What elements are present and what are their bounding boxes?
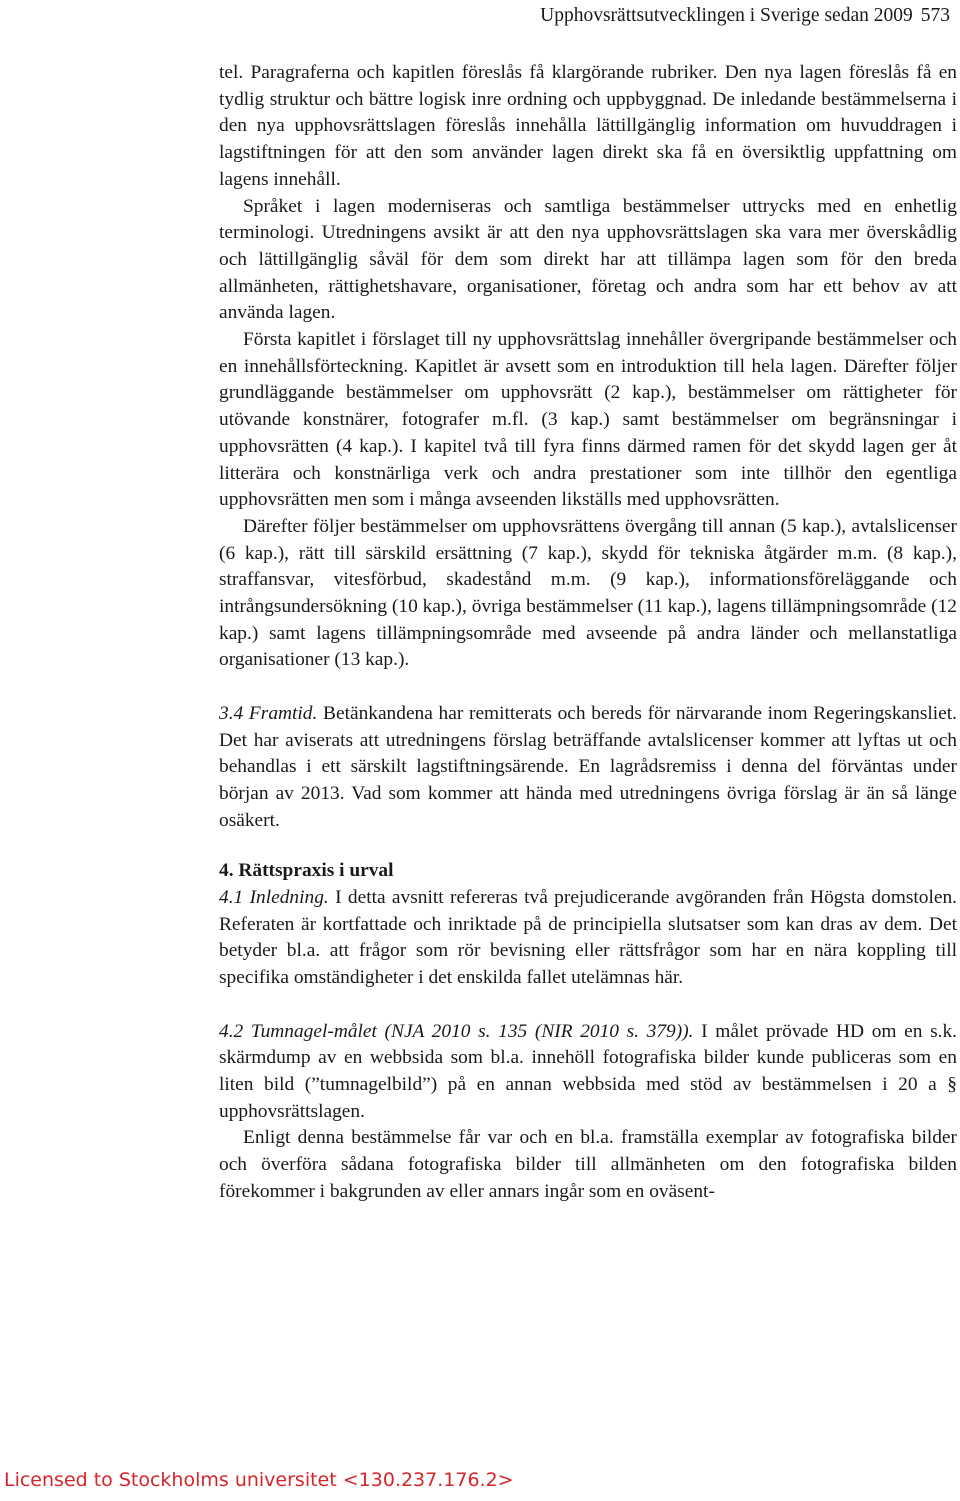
section-4-1-text: I detta avsnitt refereras två prejudicerande avgöranden från Högsta domstolen. Referaten är kortfattade och inriktade på de principiella slutsatser som kan dras av dem. Det betyder bl.a. att frågor som rör bevisning eller rättsfrågor som har en nära koppling till specifika omständigheter i det enskilda fallet utelämnas här. bbox=[219, 887, 957, 989]
section-4-heading: 4. Rättspraxis i urval bbox=[219, 860, 394, 882]
page-number: 573 bbox=[920, 5, 950, 26]
section-3-4-heading: 3.4 Framtid. bbox=[219, 702, 318, 724]
section-4-2-heading: 4.2 Tumnagel-målet (NJA 2010 s. 135 (NIR 2010 s. 379)). bbox=[219, 1020, 694, 1042]
paragraph: Språket i lagen moderniseras och samtliga bestämmelser uttrycks med en enhetlig terminologi. Utredningens avsikt är att den nya upphovsrättslagen ska vara mer överskådlig och lättillgänglig såväl för dem som direkt har att tillämpa lagen som för den breda allmänheten, rättighetshavare, organisationer, företag och andra som har ett behov av att använda lagen. bbox=[219, 195, 957, 324]
section-4-2-text: I målet prövade HD om en s.k. skärmdump av en webbsida som bl.a. innehöll fotografiska bilder kunde publiceras som en liten bild (”tumnagelbild”) på en annan webbsida med stöd av bestämmelsen i 20 a § upphovsrättslagen. bbox=[219, 1020, 958, 1122]
section-3-4 bbox=[219, 701, 957, 835]
running-title: Upphovsrättsutvecklingen i Sverige sedan 2009 bbox=[540, 5, 913, 26]
running-header bbox=[540, 4, 950, 28]
license-notice: Licensed to Stockholms universitet <130.237.176.2> bbox=[4, 1469, 514, 1491]
section-3-4-text: Betänkandena har remitterats och bereds för närvarande inom Regeringskansliet. Det har aviserats att utredningens förslag beträffande avtalslicenser kommer att lyftas ut och behandlas i ett särskilt lagstiftningsärende. En lagrådsremiss i denna del förväntas under början av 2013. Vad som kommer att hända med utredningens övriga förslag är än så länge osäkert. bbox=[219, 702, 958, 831]
paragraph: Enligt denna bestämmelse får var och en bl.a. framställa exemplar av fotografiska bilder och överföra sådana fotografiska bilder till allmänheten om den fotografiska bilden förekommer i bakgrunden av eller annars ingår som en oväsent- bbox=[219, 1127, 957, 1202]
section-4-1 bbox=[219, 885, 957, 992]
paragraph: tel. Paragraferna och kapitlen föreslås få klargörande rubriker. Den nya lagen föreslås få en tydlig struktur och bättre logisk inre ordning och uppbyggnad. De inledande bestämmelserna i den nya upphovsrättslagen föreslås innehålla lättillgänglig information om huvuddragen i lagstiftningen för att den som använder lagen direkt ska få en översiktlig uppfattning om lagens innehåll. bbox=[219, 62, 957, 190]
paragraph: Första kapitlet i förslaget till ny upphovsrättslag innehåller övergripande bestämmelser och en innehållsförteckning. Kapitlet är avsett som en introduktion till hela lagen. Därefter följer grundläggande bestämmelser om upphovsrätt (2 kap.), bestämmelser om rättigheter för utövande konstnärer, fotografer m.fl. (3 kap.) samt bestämmelser om begränsningar i upphovsrätten (4 kap.). I kapitel två till fyra finns därmed ramen för det skydd lagen ger åt litterära och konstnärliga verk och andra prestationer som inte tillhör den egentliga upphovsrätten men som i många avseenden likställs med upphovsrätten. bbox=[219, 329, 957, 511]
section-4-2 bbox=[219, 1019, 957, 1126]
section-4-1-heading: 4.1 Inledning. bbox=[219, 887, 329, 909]
article-body bbox=[219, 60, 957, 1206]
paragraph: Därefter följer bestämmelser om upphovsrättens övergång till annan (5 kap.), avtalslicenser (6 kap.), rätt till särskild ersättning (7 kap.), skydd för tekniska åtgärder m.m. (8 kap.), straffansvar, vitesförbud, skadestånd m.m. (9 kap.), informationsföreläggande och intrångsundersökning (10 kap.), övriga bestämmelser (11 kap.), lagens tillämpningsområde (12 kap.) samt lagens tillämpningsområde med avseende på andra länder och mellanstatliga organisationer (13 kap.). bbox=[219, 515, 957, 671]
